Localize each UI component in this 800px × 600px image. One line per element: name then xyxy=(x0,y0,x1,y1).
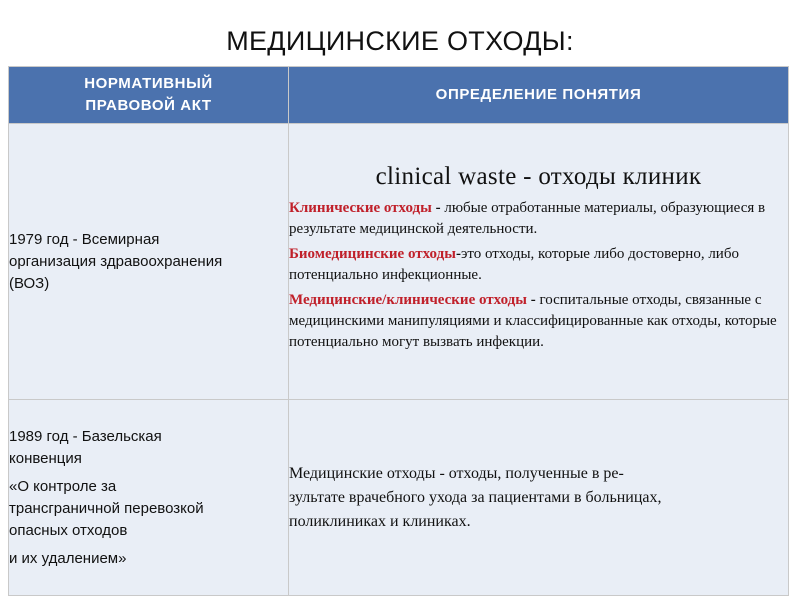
definition-cell xyxy=(289,400,789,596)
page-title: МЕДИЦИНСКИЕ ОТХОДЫ: xyxy=(226,26,574,56)
act-line: организация здравоохранения xyxy=(9,252,223,270)
definition-text-block xyxy=(289,462,788,534)
act-line: (ВОЗ) xyxy=(9,274,50,292)
act-line: 1979 год - Всемирная xyxy=(9,230,160,248)
clinical-waste-heading: clinical waste - отходы клиник xyxy=(375,163,702,190)
definitions-table xyxy=(8,66,789,596)
header-act-line1: НОРМАТИВНЫЙ xyxy=(84,75,213,92)
header-cell-act xyxy=(9,67,289,124)
act-line: трансграничной перевозкой xyxy=(9,499,204,517)
act-text xyxy=(9,229,288,295)
definition-item xyxy=(289,198,788,240)
act-text xyxy=(9,426,288,570)
act-cell xyxy=(9,400,289,596)
act-line: опасных отходов xyxy=(9,521,128,539)
act-cell xyxy=(9,124,289,400)
act-line: 1989 год - Базельская xyxy=(9,427,162,445)
act-line: и их удалением» xyxy=(9,549,127,567)
act-line: конвенция xyxy=(9,449,82,467)
definition-term: Медицинские/клинические отходы xyxy=(289,292,527,308)
definition-term: Клинические отходы xyxy=(289,200,432,216)
definition-dash: - xyxy=(526,292,540,308)
definition-text: любые отработанные материалы, образующиеся в результате медицинской деятельности. xyxy=(289,200,766,237)
definition-cell xyxy=(289,124,789,400)
definition-line: зультате врачебного ухода за пациентами в больницах, xyxy=(289,488,662,506)
definition-term: Биомедицинские отходы xyxy=(289,246,456,262)
definition-text: это отходы, которые либо достоверно, либо потенциально инфекционные. xyxy=(289,246,739,283)
definition-line: Медицинские отходы - отходы, полученные в ре- xyxy=(289,464,624,482)
table-row xyxy=(9,124,789,400)
act-line: «О контроле за xyxy=(9,477,117,495)
definition-dash: - xyxy=(455,246,461,262)
header-cell-definition xyxy=(289,67,789,124)
header-definition-label: ОПРЕДЕЛЕНИЕ ПОНЯТИЯ xyxy=(435,86,642,103)
definition-dash: - xyxy=(431,200,445,216)
header-act-line2: ПРАВОВОЙ АКТ xyxy=(85,97,212,114)
definition-line: поликлиниках и клиниках. xyxy=(289,512,471,530)
definition-item xyxy=(289,244,788,286)
definition-item xyxy=(289,290,788,353)
definition-text: госпитальные отходы, связанные с медицинскими манипуляциями и классифицированные как отходы, которые потенциально могут вызвать инфекции. xyxy=(289,292,777,350)
table-row xyxy=(9,400,789,596)
table-header-row xyxy=(9,67,789,124)
